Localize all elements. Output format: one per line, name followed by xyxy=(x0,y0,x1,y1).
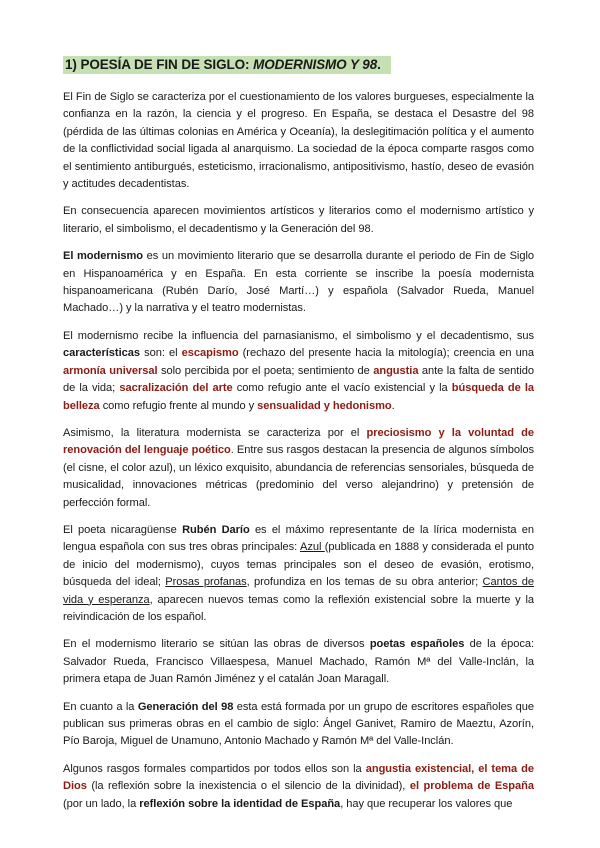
paragraph-text: El modernismo recibe la influencia del parnasianismo, el simbolismo y el decadentismo, sus xyxy=(63,329,534,342)
paragraph-movimientos xyxy=(63,203,534,238)
bold-term: reflexión sobre la identidad de España xyxy=(139,797,341,810)
book-title: Azul xyxy=(299,541,325,554)
paragraph-text: de la época: Salvador Rueda, Francisco Villaespesa, Manuel Machado, Ramón Mª del Valle-Inclán, la primera etapa de Juan Ramón Jiménez y el catalán Joan Maragall. xyxy=(63,638,534,686)
section-heading xyxy=(63,56,391,74)
bold-term: Generación del 98 xyxy=(137,700,234,713)
paragraph-text: El poeta nicaragüense xyxy=(63,523,183,536)
paragraph-generacion-98 xyxy=(63,699,534,751)
paragraph-text: , aparecen nuevos temas como la reflexión existencial sobre la muerte y la reivindicación de los español. xyxy=(63,593,534,623)
paragraph-preciosismo xyxy=(63,425,534,512)
paragraph-rasgos-98 xyxy=(63,761,534,813)
paragraph-text: es el máximo representante de la lírica modernista en lengua española con sus tres obras principales: xyxy=(63,523,534,554)
bold-term: Rubén Darío xyxy=(182,523,250,536)
highlight-term: sensualidad y hedonismo xyxy=(257,399,392,412)
paragraph-text: son: el xyxy=(139,347,182,360)
paragraph-text: es un movimiento literario que se desarrolla durante el periodo de Fin de Siglo en Hispanoamérica y en España. En esta corriente se inscribe la poesía modernista hispanoamericana (Rubén Darío, José Martí…) y española (Salvador Rueda, Manuel Machado…) y la narrativa y el teatro modernistas. xyxy=(63,250,534,315)
paragraph-text: (la reflexión sobre la inexistencia o el silencio de la divinidad), xyxy=(86,780,410,793)
paragraph-text: En cuanto a la xyxy=(63,700,138,713)
highlight-term: el problema de España xyxy=(409,780,534,793)
paragraph-text: . Entre sus rasgos destacan la presencia de algunos símbolos (el cisne, el color azul), un léxico exquisito, abundancia de referencias sensoriales, búsqueda de musicalidad, innovaciones métricas (predominio del verso alejandrino) y pretensión de perfección formal. xyxy=(63,444,534,509)
paragraph-ruben-dario xyxy=(63,522,534,626)
document-body xyxy=(63,89,534,823)
paragraph-text: En el modernismo literario se sitúan las obras de diversos xyxy=(63,638,370,651)
heading-suffix: . xyxy=(377,57,381,72)
bold-term: El modernismo xyxy=(63,250,144,263)
paragraph-text: El Fin de Siglo se caracteriza por el cuestionamiento de los valores burgueses, especialmente la confianza en la razón, la ciencia y el progreso. En España, se destaca el Desastre del 98 (pérdida de las últimas colonias en América y Oceanía), la deslegitimación política y el aumento de la conflictividad social ligada al anarquismo. La sociedad de la época comparte rasgos como el sentimiento antiburgués, esteticismo, irracionalismo, antipositivismo, hastío, deseo de evasión y actitudes decadentistas. xyxy=(63,91,534,191)
paragraph-text: solo percibida por el poeta; sentimiento de xyxy=(157,364,374,377)
paragraph-text: , profundiza en los temas de su obra anterior; xyxy=(246,576,483,589)
paragraph-text: esta está formada por un grupo de escritores españoles que publican sus primeras obras en el cambio de siglo: Ángel Ganivet, Ramiro de Maeztu, Azorín, Pío Baroja, Miguel de Unamuno, Antonio Machado y Ramón Mª del Valle-Inclán. xyxy=(63,700,534,748)
highlight-term: angustia xyxy=(373,364,419,377)
highlight-term: búsqueda de la belleza xyxy=(63,382,534,412)
highlight-term: preciosismo y la voluntad de renovación del lenguaje poético xyxy=(63,426,535,457)
paragraph-text: (por un lado, la xyxy=(63,797,140,810)
paragraph-fin-de-siglo xyxy=(63,89,534,193)
paragraph-text: Asimismo, la literatura modernista se caracteriza por el xyxy=(63,426,367,439)
paragraph-text: (publicada en 1888 y considerada el punto de inicio del modernismo), cuyos temas principales son el deseo de evasión, erotismo, búsqueda del ideal; xyxy=(63,541,534,589)
paragraph-text: como refugio frente al mundo y xyxy=(99,399,258,412)
paragraph-poetas-espanoles xyxy=(63,636,534,688)
paragraph-text: , hay que recuperar los valores que xyxy=(340,797,513,810)
bold-term: características xyxy=(63,347,140,360)
paragraph-text: como refugio ante el vacío existencial y la xyxy=(232,382,452,395)
book-title: Cantos de vida y esperanza xyxy=(63,576,534,606)
paragraph-modernismo-def xyxy=(63,248,534,318)
book-title: Prosas profanas xyxy=(165,576,247,589)
highlight-term: escapismo xyxy=(181,347,239,360)
bold-term: poetas españoles xyxy=(369,638,465,651)
heading-prefix: 1) POESÍA DE FIN DE SIGLO: xyxy=(65,57,254,72)
paragraph-text: Algunos rasgos formales compartidos por todos ellos son la xyxy=(63,762,366,775)
paragraph-text: . xyxy=(391,399,395,412)
highlight-term: sacralización del arte xyxy=(119,382,233,395)
paragraph-text: ante la falta de sentido de la vida; xyxy=(63,364,534,395)
paragraph-text: En consecuencia aparecen movimientos artísticos y literarios como el modernismo artístico y literario, el simbolismo, el decadentismo y la Generación del 98. xyxy=(63,205,534,235)
heading-italic: MODERNISMO Y 98 xyxy=(253,57,378,72)
highlight-term: armonía universal xyxy=(63,364,158,377)
paragraph-text: (rechazo del presente hacia la mitología); creencia en una xyxy=(238,347,534,360)
highlight-term: angustia existencial, el tema de Dios xyxy=(63,762,535,793)
paragraph-caracteristicas xyxy=(63,328,534,415)
